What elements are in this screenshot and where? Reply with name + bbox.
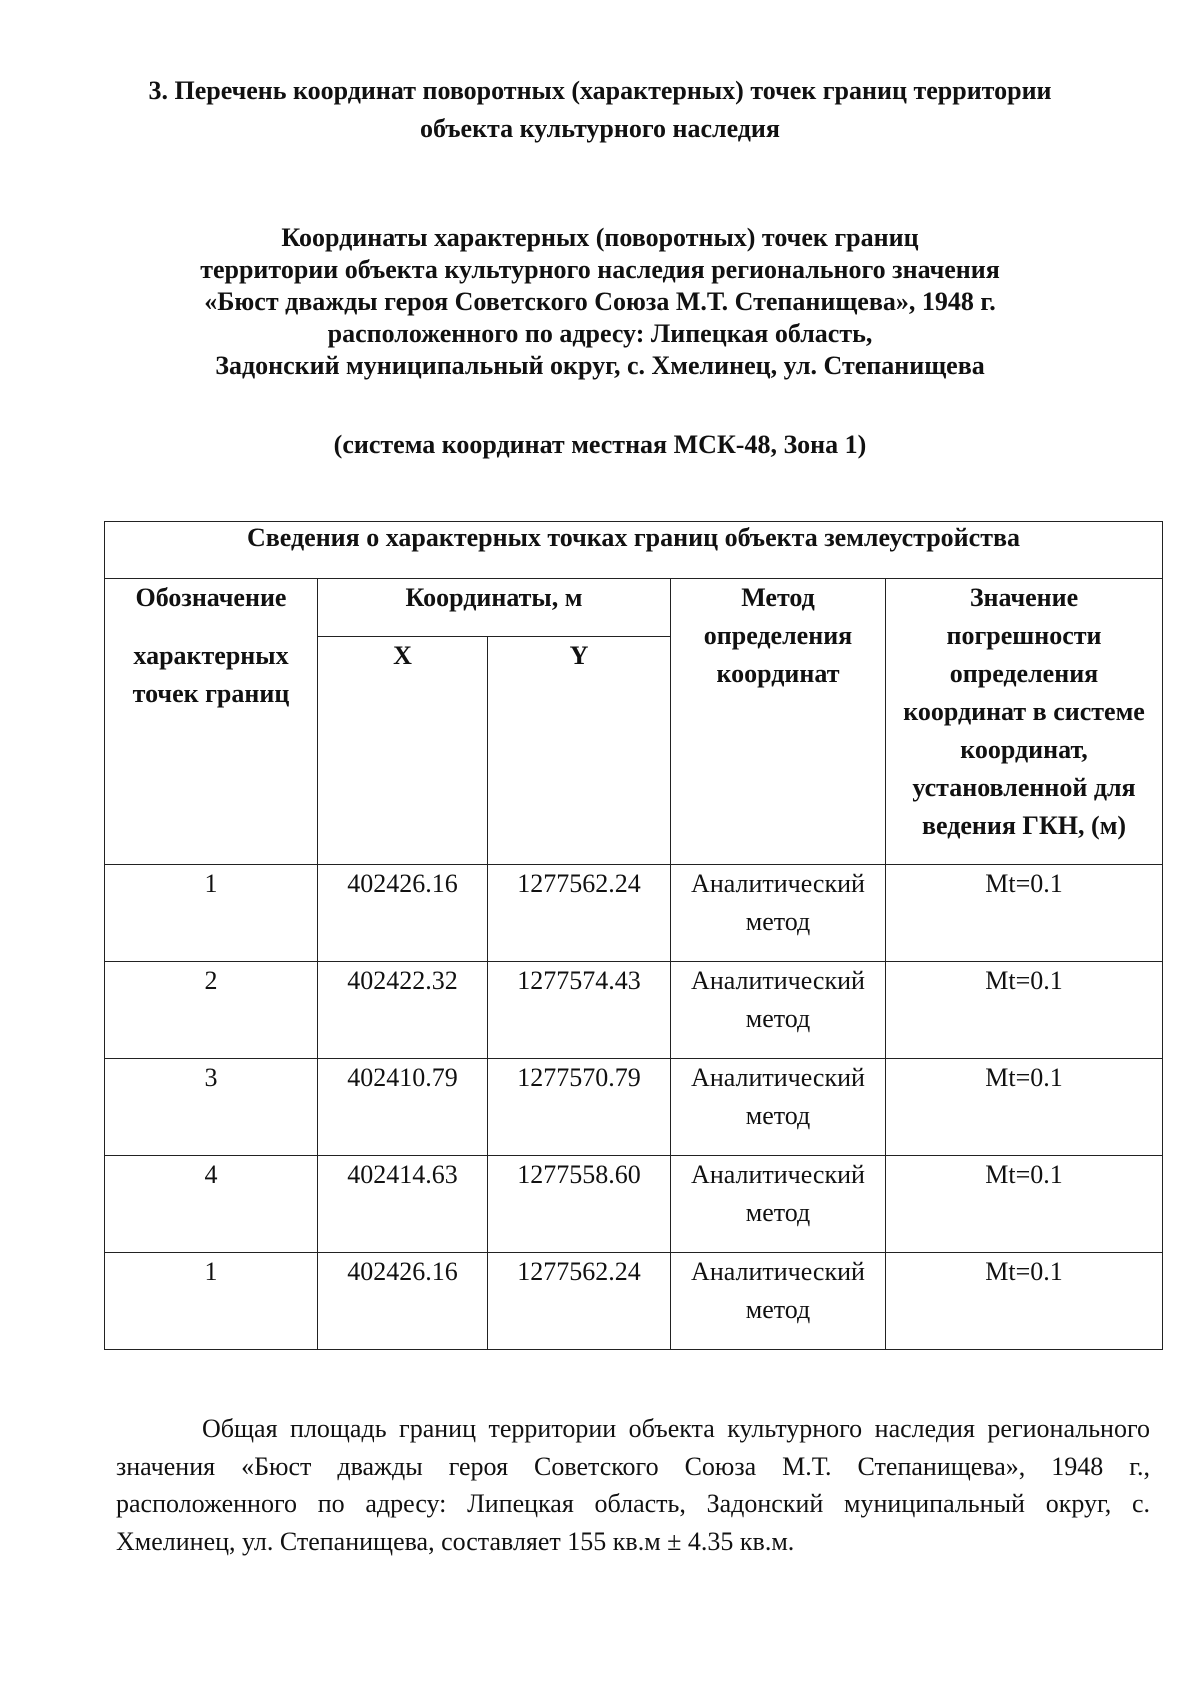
- table-row: [105, 1253, 1163, 1350]
- cell-y: 1277574.43: [488, 962, 671, 1059]
- cell-point: 2: [105, 962, 318, 1059]
- table-caption: Сведения о характерных точках границ объекта землеустройства: [105, 522, 1163, 579]
- cell-point: 1: [105, 1253, 318, 1350]
- cell-x: 402426.16: [318, 865, 488, 962]
- cell-y: 1277570.79: [488, 1059, 671, 1156]
- cell-method: Аналитический метод: [671, 865, 886, 962]
- coordinates-heading-line-3: «Бюст дважды героя Советского Союза М.Т. Степанищева», 1948 г.: [204, 287, 996, 316]
- cell-x: 402422.32: [318, 962, 488, 1059]
- cell-y: 1277558.60: [488, 1156, 671, 1253]
- cell-point: 3: [105, 1059, 318, 1156]
- cell-point: 1: [105, 865, 318, 962]
- header-method: Метод определения координат: [671, 579, 886, 865]
- coordinates-heading-line-2: территории объекта культурного наследия регионального значения: [200, 255, 1000, 284]
- coordinates-heading-line-5: Задонский муниципальный округ, с. Хмелинец, ул. Степанищева: [215, 351, 985, 380]
- table-row: [105, 1059, 1163, 1156]
- header-point-mark: [105, 579, 318, 865]
- cell-x: 402426.16: [318, 1253, 488, 1350]
- cell-method: Аналитический метод: [671, 962, 886, 1059]
- cell-error: Mt=0.1: [886, 962, 1163, 1059]
- cell-method: Аналитический метод: [671, 1059, 886, 1156]
- cell-error: Mt=0.1: [886, 1156, 1163, 1253]
- coordinates-heading: [140, 222, 1060, 382]
- section-title: [120, 72, 1080, 148]
- coordinate-system-note: (система координат местная МСК-48, Зона 1): [333, 430, 867, 459]
- cell-point: 4: [105, 1156, 318, 1253]
- cell-x: 402410.79: [318, 1059, 488, 1156]
- header-coordinates: Координаты, м: [318, 579, 671, 637]
- table-row: [105, 1156, 1163, 1253]
- coordinates-heading-line-4: расположенного по адресу: Липецкая область,: [327, 319, 873, 348]
- header-point-mark-line-1: Обозначение: [135, 583, 287, 612]
- header-x: X: [318, 637, 488, 865]
- cell-method: Аналитический метод: [671, 1156, 886, 1253]
- cell-error: Mt=0.1: [886, 1253, 1163, 1350]
- cell-y: 1277562.24: [488, 865, 671, 962]
- header-y: Y: [488, 637, 671, 865]
- header-error: Значение погрешности определения координат в системе координат, установленной для ведения ГКН, (м): [886, 579, 1163, 865]
- cell-method: Аналитический метод: [671, 1253, 886, 1350]
- cell-x: 402414.63: [318, 1156, 488, 1253]
- cell-error: Mt=0.1: [886, 865, 1163, 962]
- table-row: [105, 962, 1163, 1059]
- total-area-paragraph: Общая площадь границ территории объекта культурного наследия регионального значения «Бюст дважды героя Советского Союза М.Т. Степанищева», 1948 г., расположенного по адресу: Липецкая область, Задонский муниципальный округ, с. Хмелинец, ул. Степанищева, составляет 155 кв.м ± 4.35 кв.м.: [116, 1414, 1150, 1556]
- section-title-line-1: 3. Перечень координат поворотных (характерных) точек границ территории: [148, 76, 1052, 105]
- boundary-points-table: [104, 521, 1163, 1350]
- header-point-mark-line-2: характерных точек границ: [132, 641, 290, 708]
- table-row: [105, 865, 1163, 962]
- coordinates-heading-line-1: Координаты характерных (поворотных) точек границ: [281, 223, 919, 252]
- cell-error: Mt=0.1: [886, 1059, 1163, 1156]
- section-title-line-2: объекта культурного наследия: [420, 114, 780, 143]
- cell-y: 1277562.24: [488, 1253, 671, 1350]
